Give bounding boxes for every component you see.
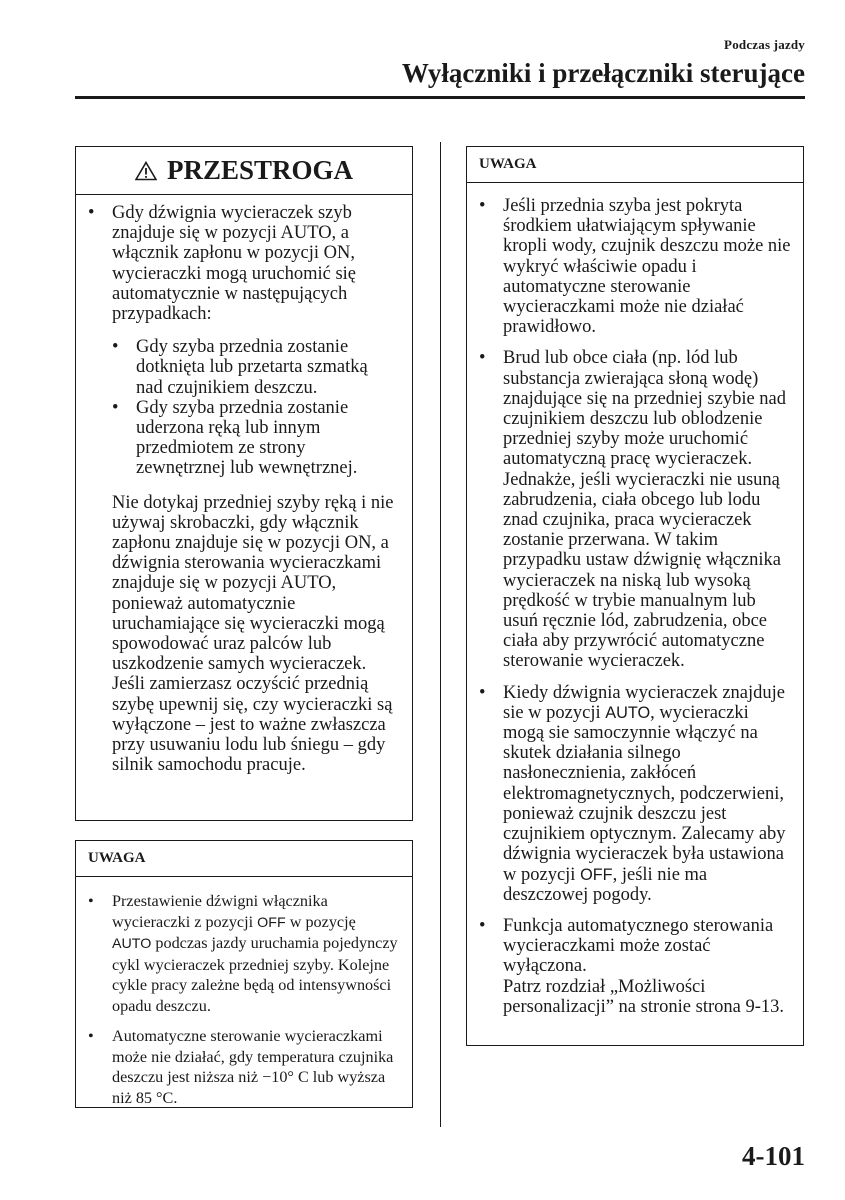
caution-header: [76, 147, 412, 195]
note-item: • Automatyczne sterowanie wycieraczkami może nie działać, gdy temperatura czujnika deszczu jest niższa niż −10° C lub wyższa niż 85 °C.: [88, 1026, 398, 1108]
note-item: • Jeśli przednia szyba jest pokryta środkiem ułatwiającym spływanie kropli wody, czujnik deszczu może nie wykryć właściwie opadu i automatyczne sterowanie wycieraczkami może nie działać prawidłowo.: [479, 196, 791, 337]
note-item: • Przestawienie dźwigni włącznika wycieraczki z pozycji OFF w pozycję AUTO podczas jazdy uruchamia pojedynczy cykl wycieraczek przedniej szyby. Kolejne cykle pracy zależne będą od intensywności opadu deszczu.: [88, 891, 398, 1016]
caution-sub-item: • Gdy szyba przednia zostanie uderzona ręką lub innym przedmiotem ze strony zewnętrznej lub wewnętrznej.: [112, 398, 374, 479]
off-position-label: OFF: [580, 865, 613, 884]
note-list: [467, 183, 803, 1017]
warning-triangle-icon: [135, 161, 157, 181]
caution-sub-item: • Gdy szyba przednia zostanie dotknięta lub przetarta szmatką nad czujnikiem deszczu.: [112, 337, 374, 398]
caution-paragraph: Jeśli zamierzasz oczyścić przednią szybę upewnij się, czy wycieraczki są wyłączone – jest to ważne zwłaszcza przy usuwaniu lodu lub śniegu – gdy silnik samochodu pracuje.: [112, 674, 393, 776]
column-divider: [440, 142, 441, 1127]
caution-box: [75, 146, 413, 821]
note-header: [467, 147, 803, 183]
section-label: Podczas jazdy: [724, 37, 805, 52]
note-item: • Brud lub obce ciała (np. lód lub substancja zwierająca słoną wodę) znajdujące się na przedniej szybie nad czujnikiem deszczu lub oblodzenie przedniej szyby może uruchomić automatyczną pracę wycieraczek. Jednakże, jeśli wycieraczki nie usuną zabrudzenia, ciała obcego lub lodu znad czujnika, praca wycieraczek zostanie przerwana. W takim przypadku ustaw dźwignię włącznika wycieraczek na niską lub wysoką prędkość w trybie manualnym lub usuń ręcznie lód, zabrudzenia, obce ciała aby przywrócić automatyczne sterowanie wycieraczek.: [479, 348, 791, 671]
caution-body: [76, 195, 412, 775]
note-list: [76, 877, 412, 1108]
auto-position-label: AUTO: [112, 936, 152, 952]
off-position-label: OFF: [257, 914, 286, 931]
note-box-left: [75, 840, 413, 1108]
note-item: • Funkcja automatycznego sterowania wycieraczkami może zostać wyłączona. Patrz rozdział „Możliwości personalizacji” na stronie strona 9-13.: [479, 916, 791, 1017]
header-rule: [75, 96, 805, 99]
page-title: Wyłączniki i przełączniki sterujące: [401, 58, 805, 88]
caution-sub-list: [112, 337, 374, 478]
note-item: • Kiedy dźwignia wycieraczek znajduje sie w pozycji AUTO, wycieraczki mogą sie samoczynnie włączyć na skutek działania silnego nasłonecznienia, zakłóceń elektromagnetycznych, podczerwieni, ponieważ czujnik deszczu jest czujnikiem optycznym. Zalecamy aby dźwignia wycieraczek była ustawiona w pozycji OFF, jeśli nie ma deszczowej pogody.: [479, 683, 791, 905]
note-title: UWAGA: [88, 850, 146, 866]
note-box-right: [466, 146, 804, 1046]
auto-position-label: AUTO: [605, 703, 651, 722]
note-title: UWAGA: [479, 156, 537, 172]
page-number: 4-101: [742, 1141, 805, 1171]
caution-title: PRZESTROGA: [166, 155, 354, 185]
note-header: [76, 841, 412, 877]
caution-intro: • Gdy dźwignia wycieraczek szyb znajduje się w pozycji AUTO, a włącznik zapłonu w pozycji ON, wycieraczki mogą uruchomić się automatycznie w następujących przypadkach:: [88, 203, 400, 324]
cross-reference: Patrz rozdział „Możliwości personalizacji” na stronie strona 9-13.: [503, 976, 784, 1017]
caution-paragraph: Nie dotykaj przedniej szyby ręką i nie używaj skrobaczki, gdy włącznik zapłonu znajduje się w pozycji ON, a dźwignia sterowania wycieraczkami znajduje się w pozycji AUTO, ponieważ automatycznie uruchamiające się wycieraczki mogą spowodować uraz palców lub uszkodzenie samych wycieraczek.: [112, 492, 394, 675]
